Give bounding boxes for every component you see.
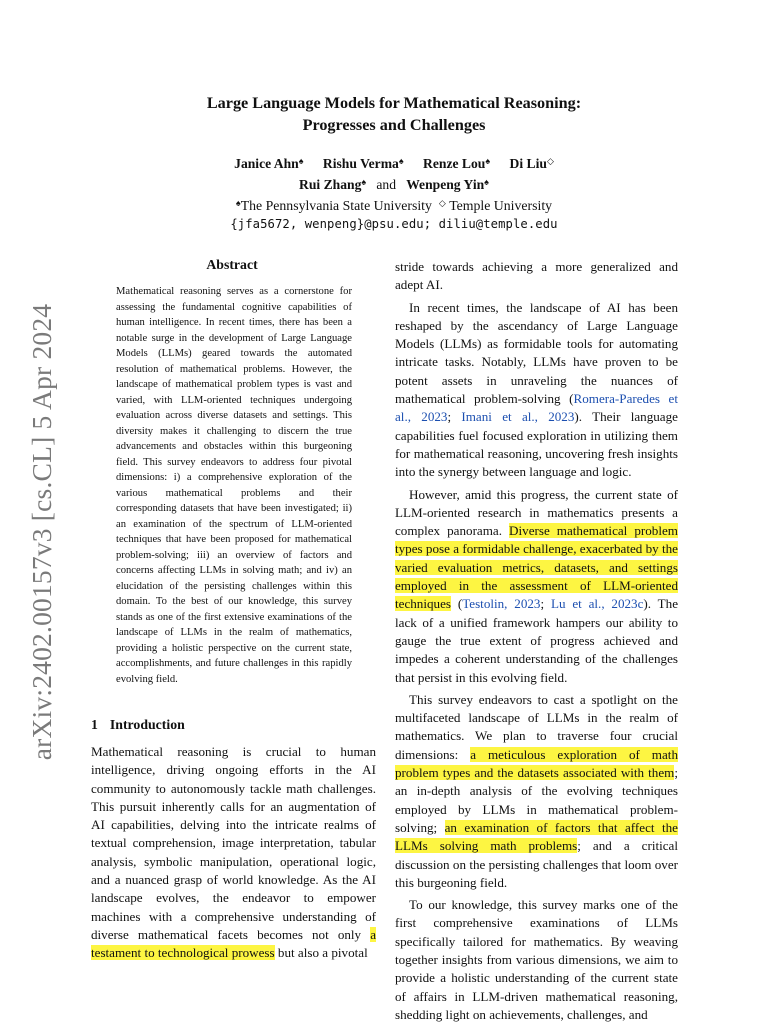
highlighted-text: a meticulous exploration of math problem types and the datasets associated with them: [395, 746, 678, 781]
paragraph: [395, 299, 678, 482]
citation-link[interactable]: Romera-Paredes et al., 2023: [395, 391, 678, 425]
paragraph-continuation: [395, 258, 678, 295]
affiliations: [120, 194, 668, 215]
citation-link[interactable]: Imani et al., 2023: [461, 409, 575, 425]
author-name: Rui Zhang: [299, 177, 362, 192]
author-block: [120, 152, 668, 233]
paragraph-text: (: [451, 596, 463, 612]
highlighted-text: a testament to technological prowess: [91, 926, 376, 961]
introduction-left-column: [91, 743, 376, 963]
arxiv-identifier-stamp: arXiv:2402.00157v3 [cs.CL] 5 Apr 2024: [26, 303, 57, 761]
author-name: Wenpeng Yin: [406, 177, 485, 192]
paragraph-text: However, amid this progress, the current state of LLM-oriented research in mathematics presents a complex panorama.: [395, 486, 678, 539]
paragraph-text: Mathematical reasoning is crucial to human intelligence, driving ongoing efforts in the AI community to autonomously tackle math challenges. This pursuit inherently calls for an augmentation of AI capabilities, delving into the intricate realms of textual comprehension, image interpretation, tabular analysis, symbolic manipulation, operational logic, and a nuanced grasp of world knowledge. As the AI landscape evolves, the endeavor to empower machines with a comprehensive understanding of diverse mathematical facets becomes not only: [91, 744, 376, 942]
citation-link[interactable]: Lu et al., 2023c: [550, 596, 644, 612]
affiliation-mark: ◇: [546, 156, 554, 166]
author-name: Rishu Verma: [322, 156, 399, 171]
paragraph-text: but also a pivotal: [274, 945, 368, 961]
section-number: 1: [91, 717, 98, 732]
affiliation-mark: ♠: [485, 156, 491, 166]
author-conjunction: and: [376, 177, 397, 192]
highlighted-text: Diverse mathematical problem types pose a formidable challenge, exacerbated by the varied evaluation metrics, datasets, and settings employed in the assessment of LLM-oriented techniques: [395, 523, 678, 612]
affiliation-psu: The Pennsylvania State University: [240, 198, 432, 213]
paragraph-text: ;: [540, 596, 551, 612]
abstract-text: Mathematical reasoning serves as a cornerstone for assessing the fundamental cognitive capabilities of human intelligence. In recent times, there has been a notable surge in the development of Large Language Models (LLMs) geared towards the automated resolution of mathematical problems. However, the landscape of mathematical problem types is vast and varied, with LLM-oriented techniques undergoing evaluation across diverse datasets and settings. This diversity makes it challenging to discern the true advancements and obstacles within this burgeoning field. This survey endeavors to address four pivotal dimensions: i) a comprehensive exploration of the various mathematical problems and their corresponding datasets that have been investigated; ii) an examination of the spectrum of LLM-oriented techniques that have been proposed for mathematical problem-solving; iii) an overview of factors and concerns affecting LLMs in solving math; and iv) an elucidation of the persisting challenges within this domain. To the best of our knowledge, this survey stands as one of the first extensive examinations of the landscape of LLMs in the realm of mathematics, providing a holistic perspective on the current state, accomplishments, and future challenges in this rapidly evolving field.: [116, 286, 352, 685]
paragraph-text: stride towards achieving a more generalized and adept AI.: [395, 259, 678, 293]
abstract-heading: Abstract: [206, 257, 258, 272]
section-title: Introduction: [109, 717, 185, 732]
affiliation-mark: ♠: [484, 177, 489, 187]
paragraph-text: ). The lack of a unified framework hampers our ability to gauge the true extent of progress achieved and impedes a coherent understanding of the challenges that persist in this evolving field.: [395, 596, 679, 685]
paragraph-text: To our knowledge, this survey marks one of the first comprehensive examinations of LLMs specifically tailored for mathematics. By weaving together insights from various dimensions, we aim to provide a holistic understanding of the current state of affairs in LLM-driven mathematical reasoning, shedding light on achievements, challenges, and: [395, 897, 678, 1022]
paper-title: [120, 92, 668, 136]
paragraph: [395, 691, 678, 892]
paragraph-text: ; and a critical discussion on the persisting challenges that loom over this burgeoning field.: [395, 838, 678, 890]
affiliation-mark: ♠: [398, 156, 404, 166]
affiliation-mark: ♠: [235, 198, 241, 208]
section-heading-introduction: [91, 717, 185, 733]
author-name: Janice Ahn: [234, 156, 299, 171]
paragraph-text: ). Their language capabilities fuel focused exploration in utilizing them for mathematical reasoning, uncovering fresh insights into the synergy between language and logic.: [395, 409, 678, 480]
title-line-1: Large Language Models for Mathematical Reasoning:: [206, 94, 582, 112]
affiliation-mark: ◇: [438, 198, 446, 208]
author-names-line-1: [120, 152, 668, 173]
author-emails: {jfa5672, wenpeng}@psu.edu; diliu@temple.edu: [230, 217, 558, 231]
paragraph-text: This survey endeavors to cast a spotlight on the multifaceted landscape of LLMs in the realm of mathematics. We plan to traverse four crucial dimensions:: [395, 691, 678, 762]
affiliation-mark: ♠: [298, 156, 304, 166]
paragraph: [91, 743, 376, 963]
author-names-line-2: [120, 173, 668, 194]
citation-link[interactable]: Testolin, 2023: [462, 596, 541, 612]
paragraph-text: ;: [447, 409, 462, 425]
author-name: Renze Lou: [423, 156, 486, 171]
title-line-2: Progresses and Challenges: [302, 116, 486, 134]
paragraph: [395, 896, 678, 1024]
affiliation-temple: Temple University: [449, 198, 553, 213]
affiliation-mark: ♠: [361, 177, 367, 187]
highlighted-text: an examination of factors that affect the LLMs solving math problems: [395, 819, 678, 854]
introduction-right-column: [395, 258, 678, 1024]
paragraph-text: ; an in-depth analysis of the evolving techniques employed by LLMs in mathematical problem-solving;: [395, 765, 678, 835]
author-name: Di Liu: [509, 156, 547, 171]
paragraph-text: In recent times, the landscape of AI has been reshaped by the ascendancy of Large Language Models (LLMs) as formidable tools for automating intricate tasks. Notably, LLMs have proven to be potent assets in unraveling the nuances of mathematical problem-solving (: [395, 299, 678, 407]
paragraph: [395, 486, 678, 687]
